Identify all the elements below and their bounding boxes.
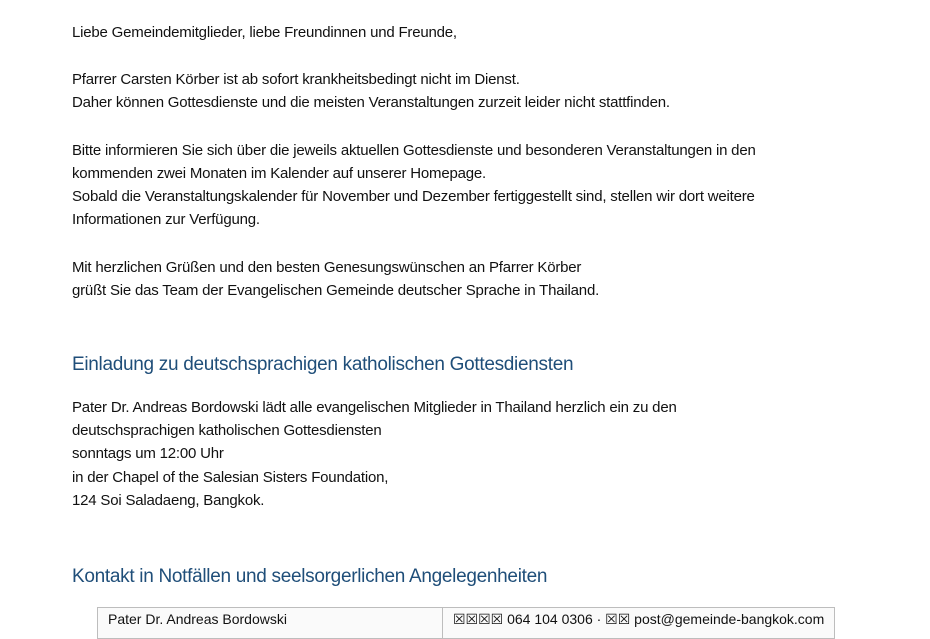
section-heading-contact: Kontakt in Notfällen und seelsorgerlichen Angelegenheiten [72, 566, 548, 587]
contact-name-cell: Pater Dr. Andreas Bordowski [98, 608, 443, 638]
contact-details-cell: ☒☒☒☒ 064 104 0306 · ☒☒ post@gemeinde-bangkok.com [453, 611, 825, 627]
section-heading-catholic: Einladung zu deutschsprachigen katholischen Gottesdiensten [72, 354, 574, 375]
text-line: 124 Soi Saladaeng, Bangkok. [72, 492, 265, 509]
text-line: Bitte informieren Sie sich über die jeweils aktuellen Gottesdienste und besonderen Veranstaltungen in den [72, 142, 756, 159]
greeting: Liebe Gemeindemitglieder, liebe Freundinnen und Freunde, [72, 24, 457, 41]
text-line: sonntags um 12:00 Uhr [72, 445, 224, 462]
text-line: Informationen zur Verfügung. [72, 211, 260, 228]
contact-table [97, 607, 835, 639]
text-line: Pfarrer Carsten Körber ist ab sofort krankheitsbedingt nicht im Dienst. [72, 71, 520, 88]
text-line: Daher können Gottesdienste und die meisten Veranstaltungen zurzeit leider nicht stattfinden. [72, 94, 670, 111]
text-line: deutschsprachigen katholischen Gottesdiensten [72, 422, 382, 439]
text-line: in der Chapel of the Salesian Sisters Foundation, [72, 469, 389, 486]
text-line: kommenden zwei Monaten im Kalender auf unserer Homepage. [72, 165, 487, 182]
text-line: Pater Dr. Andreas Bordowski lädt alle evangelischen Mitglieder in Thailand herzlich ein zu den [72, 399, 677, 416]
text-line: Sobald die Veranstaltungskalender für November und Dezember fertiggestellt sind, stellen wir dort weitere [72, 188, 755, 205]
text-line: grüßt Sie das Team der Evangelischen Gemeinde deutscher Sprache in Thailand. [72, 282, 600, 299]
text-line: Mit herzlichen Grüßen und den besten Genesungswünschen an Pfarrer Körber [72, 259, 582, 276]
